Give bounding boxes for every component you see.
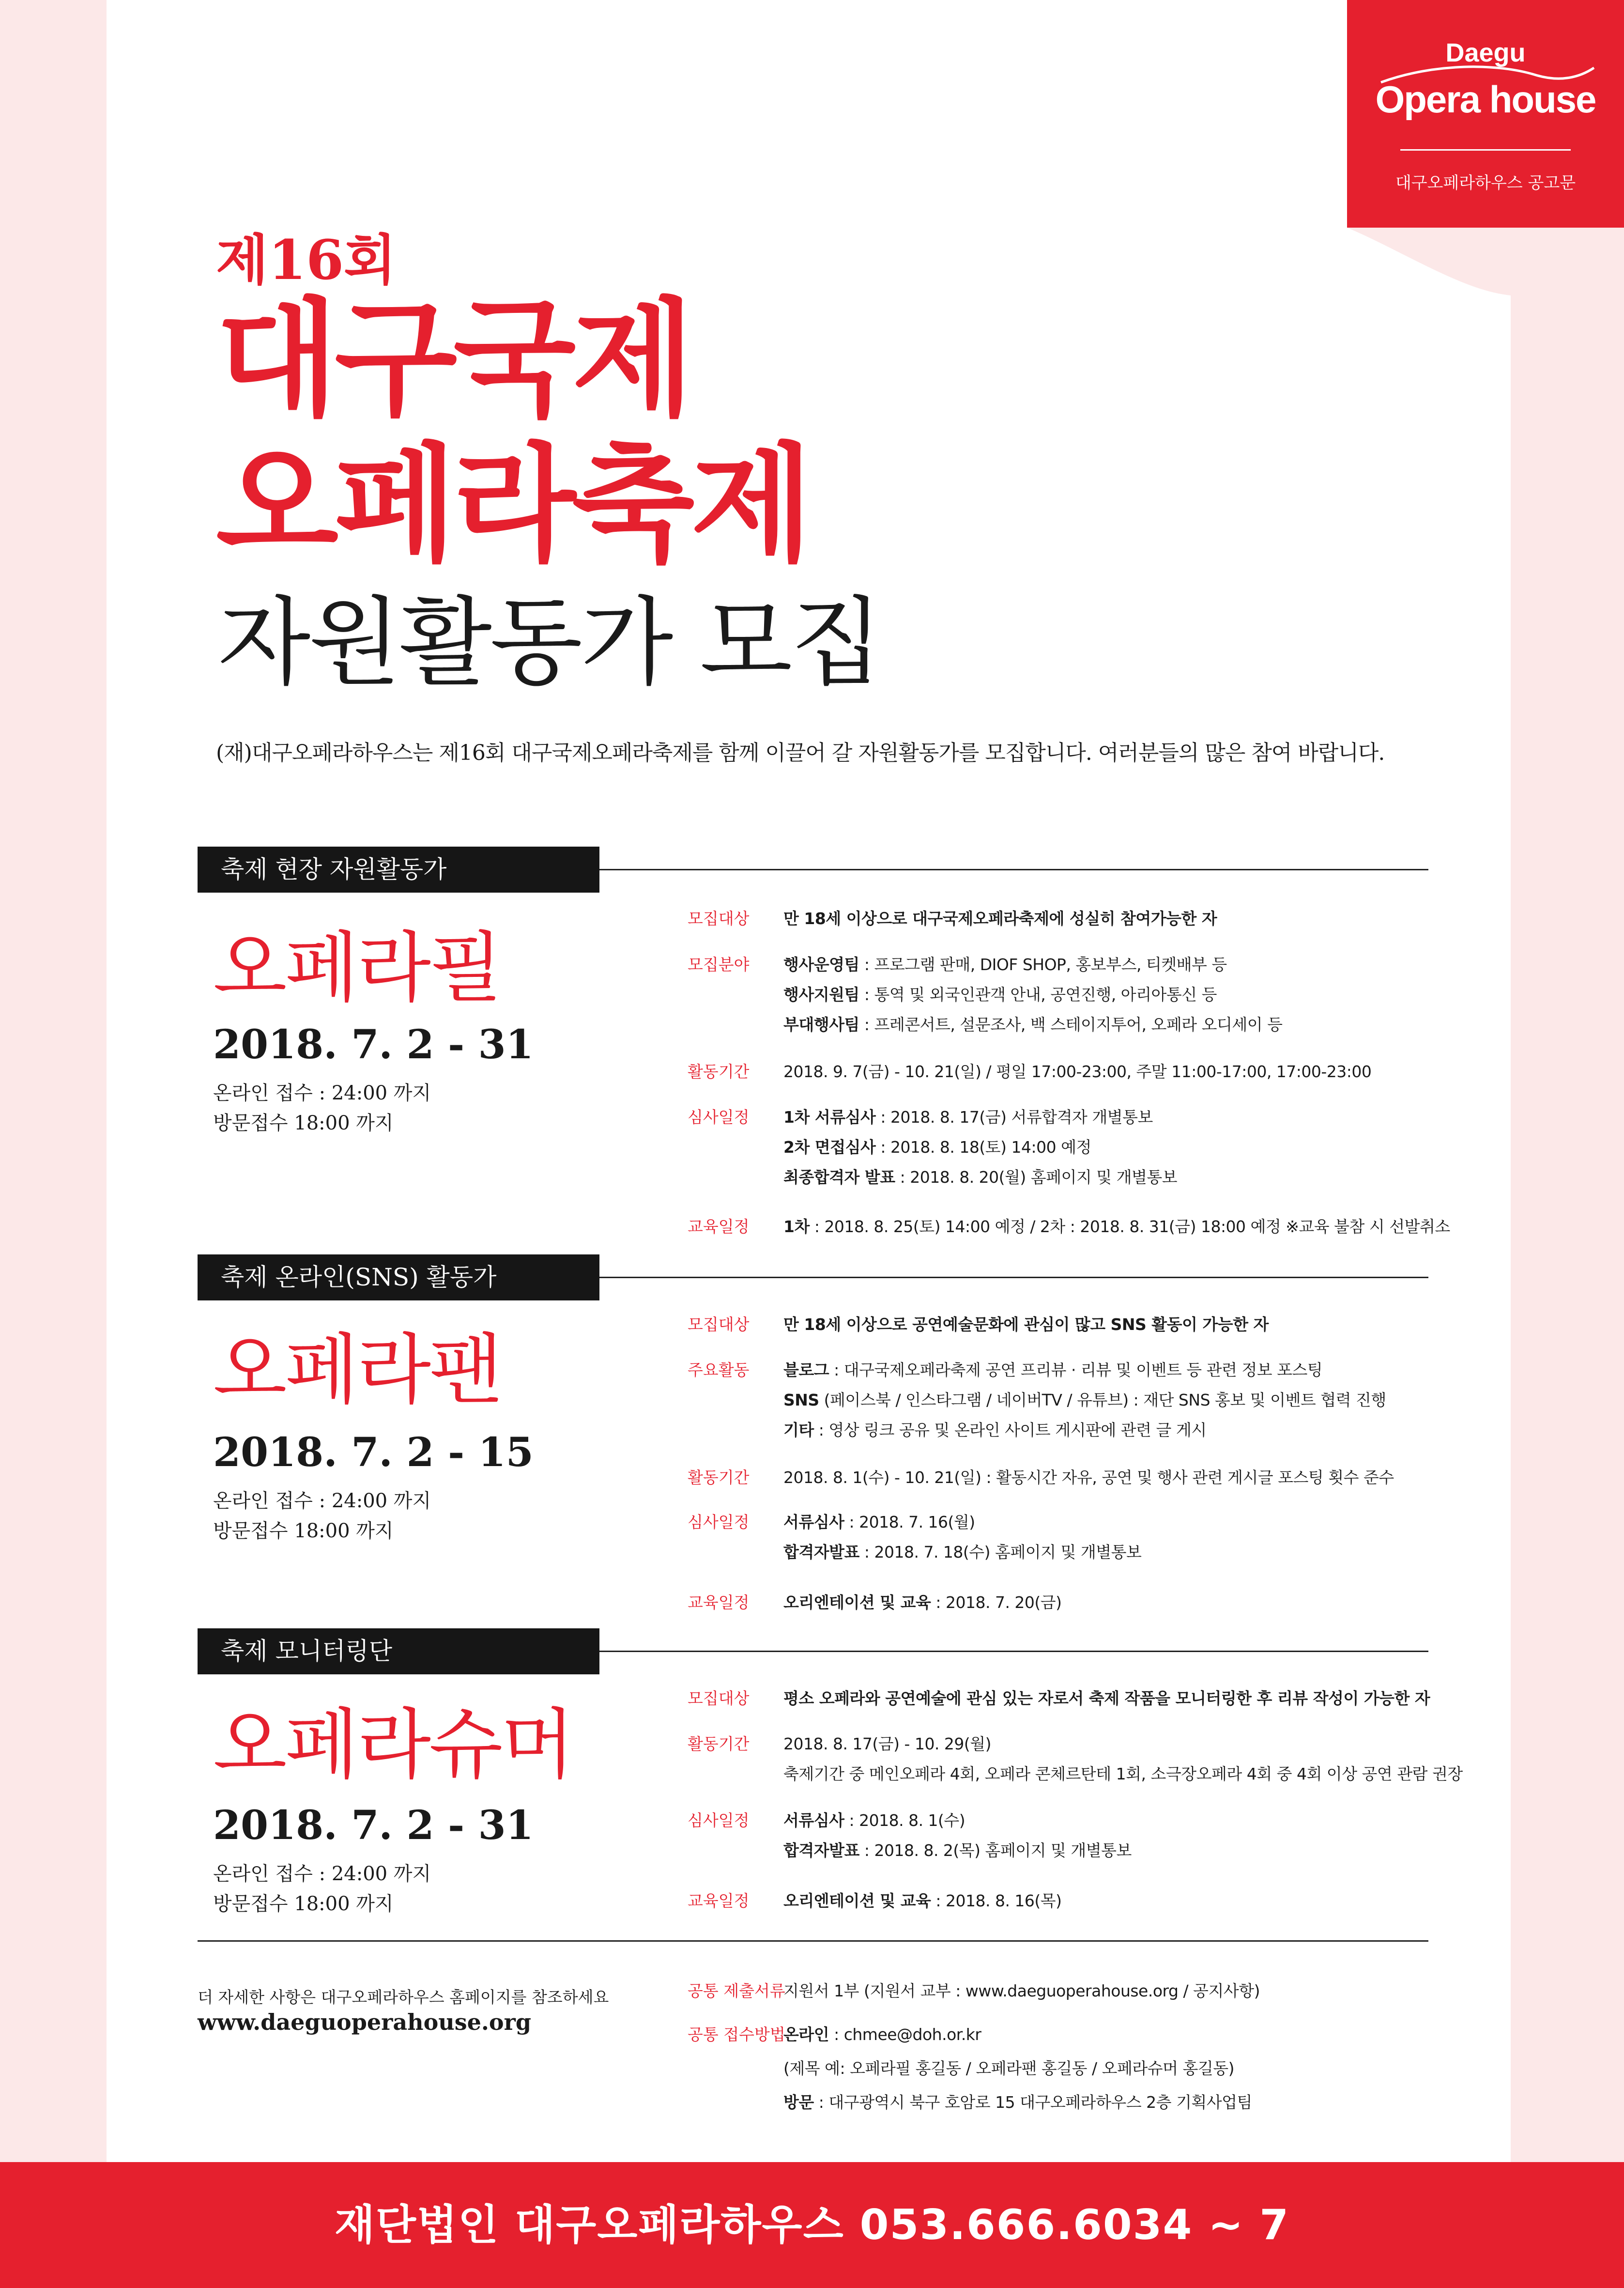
- section-3-name: 오페라슈머: [213, 1701, 573, 1790]
- section-2-visit: 방문접수 18:00 까지: [213, 1520, 394, 1542]
- section-1-row-value-key: 만 18세 이상으로 대구국제오페라축제에 성실히 참여가능한 자: [783, 909, 1217, 928]
- common-row-label: 공통 제출서류: [688, 1981, 785, 2000]
- section-1-row-value-key: 최종합격자 발표: [783, 1168, 895, 1187]
- intro-text: (재)대구오페라하우스는 제16회 대구국제오페라축제를 함께 이끌어 갈 자원활동가를 모집합니다. 여러분들의 많은 참여 바랍니다.: [216, 741, 1385, 765]
- section-1-row-value-key: 2차 면접심사: [783, 1138, 876, 1157]
- common-row-value: [783, 2026, 981, 2042]
- section-3-row-value-text: : 2018. 8. 2(목) 홈페이지 및 개별통보: [859, 1841, 1132, 1860]
- section-2-row-value-text: : 대구국제오페라축제 공연 프리뷰 · 리뷰 및 이벤트 등 관련 정보 포스팅: [829, 1360, 1323, 1379]
- footer-contact: 재단법인 대구오페라하우스 053.666.6034 ~ 7: [0, 2162, 1624, 2288]
- section-2-row-value: [783, 1594, 1062, 1610]
- section-3-row-label: 활동기간: [688, 1734, 750, 1753]
- section-2-row-value-key: 만 18세 이상으로 공연예술문화에 관심이 많고 SNS 활동이 가능한 자: [783, 1315, 1269, 1334]
- section-2-row-value: [783, 1422, 1207, 1438]
- section-2-online: 온라인 접수 : 24:00 까지: [213, 1490, 431, 1512]
- common-row-value-key: 방문: [783, 2093, 814, 2112]
- section-1-category: 축제 현장 자원활동가: [198, 847, 599, 893]
- section-3-row-value-text: 2018. 8. 17(금) - 10. 29(월): [783, 1734, 992, 1753]
- section-1-row-value-text: : 통역 및 외국인관객 안내, 공연진행, 아리아통신 등: [859, 985, 1217, 1004]
- common-row-value-text: (제목 예: 오페라필 홍길동 / 오페라팬 홍길동 / 오페라슈머 홍길동): [783, 2059, 1234, 2078]
- section-1-row-value: [783, 1109, 1153, 1125]
- common-row-value-key: 온라인: [783, 2025, 829, 2044]
- section-3-row-value-key: 합격자발표: [783, 1841, 859, 1860]
- section-2-row-value-text: 2018. 8. 1(수) - 10. 21(일) : 활동시간 자유, 공연 및 행사 관련 게시글 포스팅 횟수 준수: [783, 1468, 1394, 1487]
- section-2-row-value-key: 기타: [783, 1421, 814, 1439]
- homepage-note: 더 자세한 사항은 대구오페라하우스 홈페이지를 참조하세요: [198, 1988, 609, 2007]
- common-row-value-text: 지원서 1부 (지원서 교부 : www.daeguoperahouse.org / 공지사항): [783, 1981, 1260, 2000]
- title-line-2: 오페라축제: [216, 430, 810, 579]
- section-2-row-value-text: : 2018. 7. 16(월): [844, 1513, 975, 1531]
- section-1-rule: [599, 869, 1428, 870]
- section-1-row-value: [783, 1017, 1282, 1033]
- section-1-row-value: [783, 987, 1217, 1003]
- section-3-row-value: [783, 1842, 1132, 1858]
- logo-opera-house: Opera house: [1375, 78, 1596, 121]
- section-3-period: 2018. 7. 2 - 31: [213, 1802, 534, 1849]
- section-1-row-value: [783, 1169, 1177, 1185]
- section-2-row-label: 활동기간: [688, 1468, 750, 1487]
- section-1-row-label: 심사일정: [688, 1108, 750, 1127]
- section-1-row-label: 교육일정: [688, 1217, 750, 1236]
- section-2-row-value-key: SNS: [783, 1391, 819, 1409]
- section-2-row-value: [783, 1469, 1394, 1485]
- section-1-row-value: [783, 957, 1227, 973]
- section-3-row-value-key: 오리엔테이션 및 교육: [783, 1891, 931, 1910]
- section-1-row-value: [783, 911, 1217, 927]
- section-1-row-value-key: 행사지원팀: [783, 985, 859, 1004]
- edition-label: 제16회: [216, 229, 397, 292]
- section-2-row-value-text: : 2018. 7. 18(수) 홈페이지 및 개별통보: [859, 1543, 1142, 1561]
- section-1-row-value-text: : 2018. 8. 18(토) 14:00 예정: [875, 1138, 1091, 1157]
- section-1-row-value-key: 행사운영팀: [783, 955, 859, 974]
- section-2-row-value: [783, 1514, 975, 1530]
- section-2-row-value-key: 합격자발표: [783, 1543, 859, 1561]
- section-1-row-value-key: 1차: [783, 1217, 810, 1236]
- section-3-row-value-text: : 2018. 8. 16(목): [931, 1891, 1062, 1910]
- homepage-url[interactable]: www.daeguoperahouse.org: [198, 2009, 532, 2035]
- section-1-visit: 방문접수 18:00 까지: [213, 1112, 394, 1134]
- section-3-row-value-key: 평소 오페라와 공연예술에 관심 있는 자로서 축제 작품을 모니터링한 후 리뷰 작성이 가능한 자: [783, 1689, 1430, 1708]
- common-divider: [198, 1940, 1428, 1942]
- section-3-row-value: [783, 1812, 965, 1828]
- common-row-value-text: : 대구광역시 북구 호암로 15 대구오페라하우스 2층 기획사업팀: [813, 2093, 1252, 2112]
- logo-caption: 대구오페라하우스 공고문: [1395, 173, 1576, 193]
- section-1-row-value-key: 1차 서류심사: [783, 1108, 876, 1127]
- section-2-row-label: 모집대상: [688, 1315, 750, 1334]
- subtitle: 자원활동가 모집: [218, 587, 881, 698]
- section-2-row-value-key: 오리엔테이션 및 교육: [783, 1593, 931, 1612]
- section-3-rule: [599, 1651, 1428, 1652]
- section-2-row-label: 심사일정: [688, 1513, 750, 1531]
- section-3-row-label: 심사일정: [688, 1811, 750, 1830]
- common-row-value: [783, 1983, 1260, 1999]
- section-2-row-value: [783, 1362, 1322, 1378]
- common-row-label: 공통 접수방법: [688, 2025, 785, 2044]
- section-1-row-value-text: : 프레콘서트, 설문조사, 백 스테이지투어, 오페라 오디세이 등: [859, 1015, 1283, 1034]
- section-2-category: 축제 온라인(SNS) 활동가: [198, 1254, 599, 1300]
- section-2-row-value: [783, 1392, 1386, 1408]
- section-3-online: 온라인 접수 : 24:00 까지: [213, 1863, 431, 1885]
- section-1-row-value-text: : 프로그램 판매, DIOF SHOP, 홍보부스, 티켓배부 등: [859, 955, 1227, 974]
- section-2-period: 2018. 7. 2 - 15: [213, 1429, 534, 1476]
- section-2-name: 오페라팬: [213, 1326, 501, 1415]
- common-row-value-text: : chmee@doh.or.kr: [829, 2025, 981, 2044]
- section-3-row-value-text: : 2018. 8. 1(수): [844, 1811, 965, 1830]
- logo-daegu: Daegu: [1445, 38, 1526, 67]
- section-3-row-value: [783, 1766, 1463, 1782]
- section-3-row-value: [783, 1736, 991, 1752]
- section-2-row-value: [783, 1316, 1269, 1332]
- logo-rule: [1400, 149, 1571, 151]
- opera-house-logo: [1347, 0, 1624, 228]
- section-1-row-value-text: : 2018. 8. 25(토) 14:00 예정 / 2차 : 2018. 8. 31(금) 18:00 예정 ※교육 불참 시 선발취소: [809, 1217, 1450, 1236]
- section-3-row-value-text: 축제기간 중 메인오페라 4회, 오페라 콘체르탄테 1회, 소극장오페라 4회 중 4회 이상 공연 관람 권장: [783, 1764, 1463, 1783]
- section-2-row-value-key: 블로그: [783, 1360, 829, 1379]
- section-1-row-value: [783, 1064, 1371, 1080]
- section-1-period: 2018. 7. 2 - 31: [213, 1021, 534, 1068]
- section-3-row-label: 교육일정: [688, 1891, 750, 1910]
- section-1-row-label: 모집분야: [688, 955, 750, 974]
- section-3-row-value: [783, 1893, 1062, 1909]
- section-2-row-value-text: : 2018. 7. 20(금): [931, 1593, 1062, 1612]
- section-1-row-value-text: 2018. 9. 7(금) - 10. 21(일) / 평일 17:00-23:00, 주말 11:00-17:00, 17:00-23:00: [783, 1062, 1372, 1081]
- section-2-row-value-text: (페이스북 / 인스타그램 / 네이버TV / 유튜브) : 재단 SNS 홍보 및 이벤트 협력 진행: [819, 1391, 1386, 1409]
- section-1-row-value-key: 부대행사팀: [783, 1015, 859, 1034]
- section-2-row-value-key: 서류심사: [783, 1513, 844, 1531]
- section-1-row-label: 모집대상: [688, 909, 750, 928]
- section-2-row-label: 교육일정: [688, 1593, 750, 1612]
- section-3-visit: 방문접수 18:00 까지: [213, 1893, 394, 1915]
- section-2-row-value-text: : 영상 링크 공유 및 온라인 사이트 게시판에 관련 글 게시: [813, 1421, 1207, 1439]
- section-1-name: 오페라필: [213, 924, 501, 1013]
- common-row-value: [783, 2060, 1234, 2076]
- section-3-category: 축제 모니터링단: [198, 1628, 599, 1674]
- section-3-row-value-key: 서류심사: [783, 1811, 844, 1830]
- section-2-row-label: 주요활동: [688, 1360, 750, 1379]
- common-row-value: [783, 2094, 1252, 2110]
- section-1-row-value-text: : 2018. 8. 17(금) 서류합격자 개별통보: [875, 1108, 1153, 1127]
- section-3-row-label: 모집대상: [688, 1689, 750, 1708]
- section-2-row-value: [783, 1544, 1141, 1560]
- title-line-1: 대구국제: [216, 284, 691, 433]
- section-1-row-value: [783, 1139, 1091, 1155]
- section-1-row-value: [783, 1219, 1450, 1235]
- section-2-rule: [599, 1277, 1428, 1278]
- section-3-row-value: [783, 1690, 1430, 1706]
- section-1-row-value-text: : 2018. 8. 20(월) 홈페이지 및 개별통보: [895, 1168, 1178, 1187]
- section-1-row-label: 활동기간: [688, 1062, 750, 1081]
- section-1-online: 온라인 접수 : 24:00 까지: [213, 1082, 431, 1104]
